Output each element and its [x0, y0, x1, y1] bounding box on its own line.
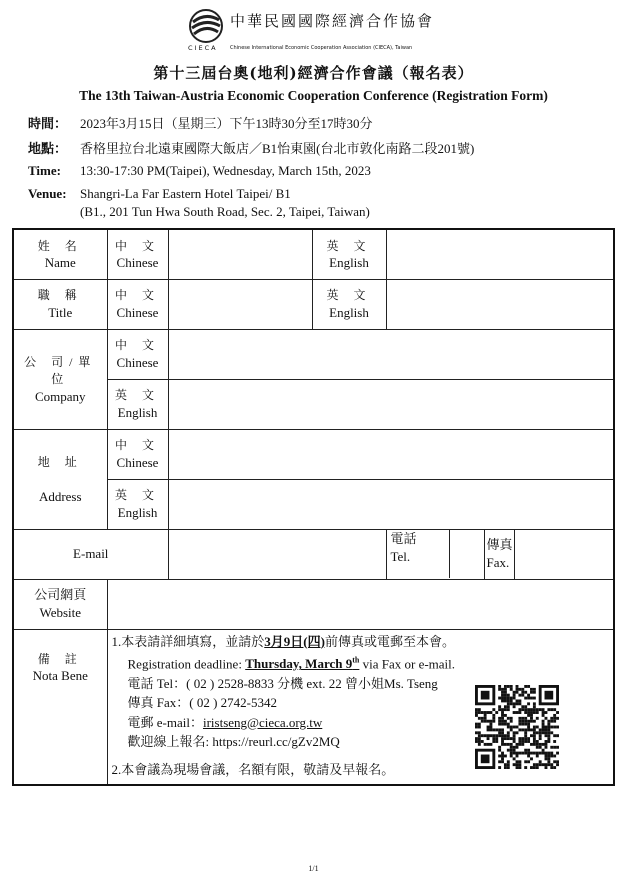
form-title-zh: 第十三屆台奧(地利)經濟合作會議（報名表） [153, 64, 474, 82]
logo-acronym: CIECA [188, 44, 218, 52]
company-label: 公 司/單 位 Company [13, 329, 107, 429]
registration-table [12, 228, 615, 786]
venue-en-line2: (B1., 201 Tun Hwa South Road, Sec. 2, Taipei, Taiwan) [80, 204, 370, 219]
email-field[interactable] [168, 529, 386, 579]
form-title-en: The 13th Taiwan-Austria Economic Cooperation Conference (Registration Form) [79, 88, 548, 103]
notes-line-5: 電郵 e-mail：iristseng@cieca.org.tw [127, 714, 323, 730]
email-link[interactable]: iristseng@cieca.org.tw [202, 714, 323, 730]
time-en-row [28, 163, 371, 179]
company-zh-row [13, 329, 614, 379]
name-zh-label: 中 文 Chinese [107, 229, 168, 279]
notes-content [107, 629, 614, 785]
notes-line-1: 1.本表請詳細填寫，並請於3月9日(四)前傳真或電郵至本會。 [111, 633, 455, 649]
email-label: E-mail [13, 529, 168, 579]
name-row [13, 229, 614, 279]
company-en-label: 英 文 English [107, 379, 168, 429]
title-en-field[interactable] [386, 279, 614, 329]
notes-line-4: 傳真 Fax：( 02 ) 2742-5342 [127, 695, 277, 711]
notes-line-7: 2.本會議為現場會議，名額有限，敬請及早報名。 [111, 761, 395, 777]
title-label: 職 稱 Title [13, 279, 107, 329]
fax-label: 傳真 Fax. [484, 529, 514, 579]
logo [188, 6, 435, 52]
venue-en-label: Venue: [28, 186, 67, 201]
venue-zh-row [28, 138, 474, 157]
website-label: 公司網頁 Website [13, 579, 107, 629]
website-field[interactable] [107, 579, 614, 629]
fax-field[interactable] [514, 529, 614, 579]
title-row [13, 279, 614, 329]
contact-row [13, 529, 614, 579]
time-en-label: Time: [28, 163, 61, 178]
logo-title: 中華民國國際經濟合作協會 [230, 12, 435, 30]
address-zh-label: 中 文 Chinese [107, 429, 168, 479]
notes-line-3: 電話 Tel：( 02 ) 2528-8833 分機 ext. 22 曾小姐Ms. Tseng [127, 675, 438, 691]
venue-en-line1: Shangri-La Far Eastern Hotel Taipei/ B1 [80, 186, 291, 201]
venue-zh-value: 香格里拉台北遠東國際大飯店／B1怡東園(台北市敦化南路二段201號) [80, 141, 475, 156]
name-en-label: 英 文 English [312, 229, 386, 279]
address-en-field[interactable] [168, 479, 614, 529]
title-zh-label: 中 文 Chinese [107, 279, 168, 329]
tel-field[interactable] [449, 530, 484, 578]
notes-line-2: Registration deadline: Thursday, March 9th via Fax or e-mail. [127, 656, 456, 672]
address-zh-row [13, 429, 614, 479]
time-zh-value: 2023年3月15日（星期三）下午13時30分至17時30分 [80, 116, 373, 131]
title-zh-field[interactable] [168, 279, 312, 329]
venue-zh-label: 地點： [28, 141, 68, 156]
time-en-value: 13:30-17:30 PM(Taipei), Wednesday, March 15th, 2023 [80, 163, 371, 178]
address-label: 地 址 Address [13, 429, 107, 529]
title-en-label: 英 文 English [312, 279, 386, 329]
notes-row [13, 629, 614, 785]
tel-label: 電話 Tel. [390, 531, 417, 564]
company-zh-label: 中 文 Chinese [107, 329, 168, 379]
tel-field-wrap [386, 529, 484, 579]
address-zh-field[interactable] [168, 429, 614, 479]
venue-en-row [28, 186, 291, 202]
name-en-field[interactable] [386, 229, 614, 279]
address-en-label: 英 文 English [107, 479, 168, 529]
qr-code-icon [475, 685, 559, 769]
time-zh-row [28, 113, 373, 132]
notes-label: 備 註 Nota Bene [13, 629, 107, 785]
cieca-logo-icon [188, 8, 224, 44]
notes-line-6: 歡迎線上報名: https://reurl.cc/gZv2MQ [127, 734, 340, 750]
company-zh-field[interactable] [168, 329, 614, 379]
name-label: 姓 名 Name [13, 229, 107, 279]
company-en-field[interactable] [168, 379, 614, 429]
website-row [13, 579, 614, 629]
page-number: 1/1 [308, 864, 319, 873]
time-zh-label: 時間： [28, 116, 68, 131]
logo-subtitle: Chinese International Economic Cooperation Association (CIECA), Taiwan [230, 45, 413, 51]
name-zh-field[interactable] [168, 229, 312, 279]
